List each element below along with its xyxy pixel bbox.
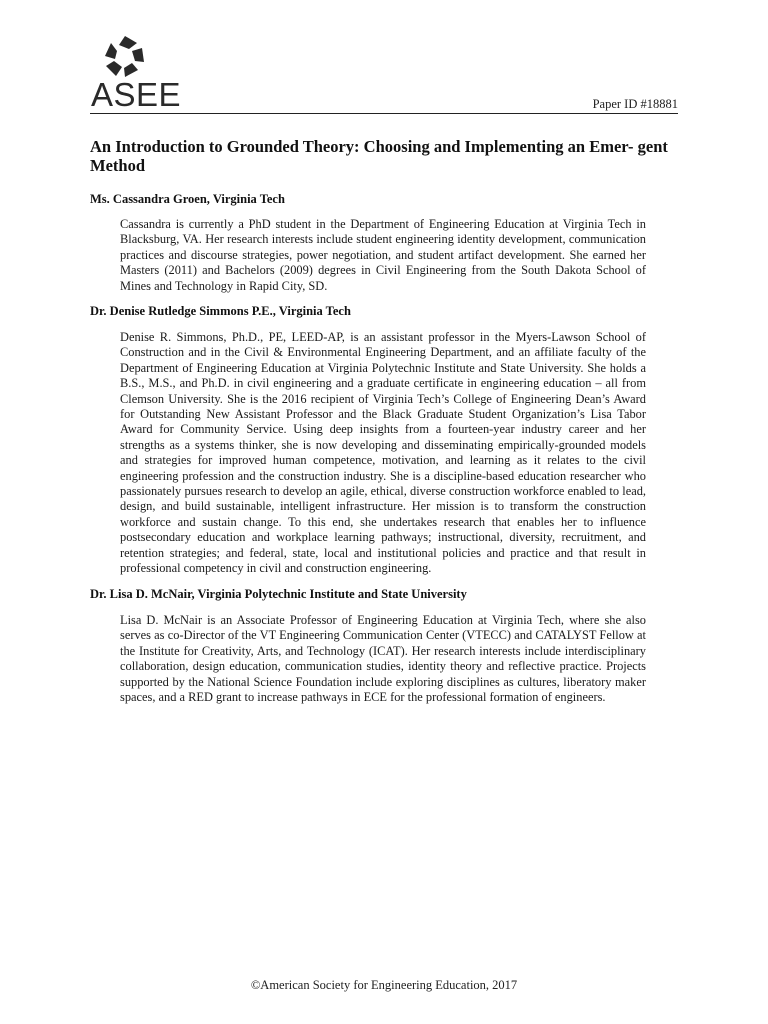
paper-title: An Introduction to Grounded Theory: Choosing and Implementing an Emer- gent Method xyxy=(90,137,668,175)
author-bio: Cassandra is currently a PhD student in the Department of Engineering Education at Virginia Tech in Blacksburg, VA. Her research interests include student engineering identity development, communication practices and discourse strategies, power negotiation, and student artifact development. She earned her Masters (2011) and Bachelors (2009) degrees in Civil Engineering from the South Dakota School of Mines and Technology in Rapid City, SD. xyxy=(120,217,646,293)
asee-pinwheel-icon xyxy=(102,34,148,80)
author-bio: Lisa D. McNair is an Associate Professor of Engineering Education at Virginia Tech, where she also serves as co-Director of the VT Engineering Communication Center (VTECC) and CATALYST Fellow at the Institute for Creativity, Arts, and Technology (ICAT). Her research interests include interdisciplinary collaboration, design education, communication studies, identity theory and reflective practice. Projects supported by the National Science Foundation include exploring disciplines as cultures, liberatory maker spaces, and a RED grant to increase pathways in ECE for the professional formation of engineers. xyxy=(120,613,646,705)
author-name: Dr. Denise Rutledge Simmons P.E., Virginia Tech xyxy=(90,304,351,318)
paper-id: Paper ID #18881 xyxy=(592,97,678,111)
author-name: Ms. Cassandra Groen, Virginia Tech xyxy=(90,192,285,206)
header-rule xyxy=(90,113,678,114)
author-name: Dr. Lisa D. McNair, Virginia Polytechnic Institute and State University xyxy=(90,587,467,601)
asee-logo xyxy=(90,34,182,114)
author-bio: Denise R. Simmons, Ph.D., PE, LEED-AP, is an assistant professor in the Myers-Lawson School of Construction and in the Civil & Environmental Engineering Department, and an affiliate faculty of the Department of Engineering Education at Virginia Polytechnic Institute and State University. She holds a B.S., M.S., and Ph.D. in civil engineering and a graduate certificate in engineering education – all from Clemson University. She is the 2016 recipient of Virginia Tech’s College of Engineering Dean’s Award for Outstanding New Assistant Professor and the Black Graduate Student Organization’s Lisa Tabor Award for Community Service. Using deep insights from a fourteen-year industry career and her strengths as a systems thinker, she is now developing and disseminating empirically-grounded models and strategies for improved human competence, motivation, and learning as it relates to the civil engineering profession and the construction industry. She is a discipline-based education researcher who passionately pursues research to develop an agile, ethical, diverse construction workforce enabled to lead, design, and build sustainable, intelligent infrastructure. Her mission is to transform the construction workforce and sustain change. To this end, she undertakes research that enables her to influence postsecondary education and workplace learning pathways; instructional, diversity, recruitment, and retention strategies; and federal, state, local and institutional policies and practice and that result in professional competency in civil and construction engineering. xyxy=(120,330,646,576)
asee-logo-text: ASEE xyxy=(91,76,182,113)
page-header xyxy=(90,34,678,114)
copyright-footer: ©American Society for Engineering Education, 2017 xyxy=(250,978,518,992)
